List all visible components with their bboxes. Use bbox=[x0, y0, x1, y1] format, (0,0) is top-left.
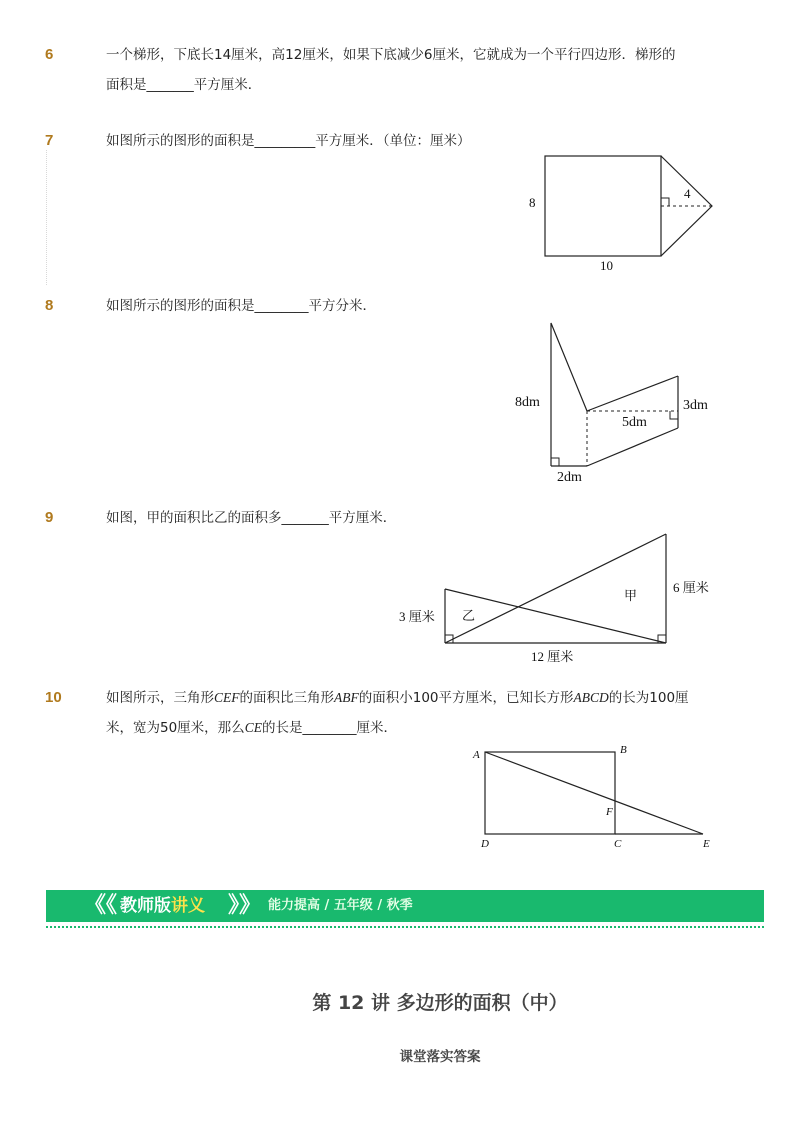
label-D: D bbox=[481, 838, 489, 850]
question-number: 9 bbox=[45, 509, 54, 526]
label-bottom: 12 厘米 bbox=[531, 649, 574, 664]
margin-line bbox=[46, 150, 47, 285]
banner-subtitle: 能力提高 / 五年级 / 秋季 bbox=[268, 898, 413, 913]
label-jia: 甲 bbox=[624, 588, 638, 603]
figure-7 bbox=[520, 150, 730, 280]
banner-title: 教师版讲义 bbox=[120, 896, 205, 916]
label-E: E bbox=[703, 838, 710, 850]
question-number: 6 bbox=[45, 46, 54, 63]
label-tall-height: 8dm bbox=[515, 395, 540, 410]
question-text: 一个梯形，下底长14厘米，高12厘米，如果下底减少6厘米，它就成为一个平行四边形．梯形的 面积是_______平方厘米． bbox=[106, 47, 676, 93]
label-F: F bbox=[606, 806, 613, 818]
figure-9 bbox=[395, 530, 725, 670]
label-width: 10 bbox=[600, 258, 613, 273]
label-height: 8 bbox=[529, 195, 536, 210]
question-number: 7 bbox=[45, 132, 54, 149]
section-banner bbox=[46, 890, 764, 922]
label-bottom: 2dm bbox=[557, 470, 582, 485]
figure-8 bbox=[510, 318, 720, 488]
label-B: B bbox=[620, 744, 627, 756]
label-middle: 5dm bbox=[622, 415, 647, 430]
dotted-divider bbox=[46, 926, 764, 928]
lecture-title: 第 12 讲 多边形的面积（中） bbox=[312, 992, 568, 1014]
label-left: 3 厘米 bbox=[399, 609, 435, 624]
question-text: 如图所示，三角形CEF的面积比三角形ABF的面积小100平方厘米，已知长方形ABCD的长为100厘 米，宽为50厘米，那么CE的长是________厘米． bbox=[106, 690, 689, 736]
chevron-right-icon: 》》 bbox=[228, 893, 262, 918]
question-text: 如图所示的图形的面积是________平方分米． bbox=[106, 298, 376, 314]
chevron-left-icon: 《《 bbox=[84, 893, 118, 918]
label-C: C bbox=[614, 838, 622, 850]
question-number: 8 bbox=[45, 297, 54, 314]
label-right: 6 厘米 bbox=[673, 580, 709, 595]
label-A: A bbox=[473, 749, 480, 761]
label-triangle-height: 4 bbox=[684, 186, 691, 201]
question-text: 如图，甲的面积比乙的面积多_______平方厘米． bbox=[106, 510, 397, 526]
question-text: 如图所示的图形的面积是_________平方厘米．（单位：厘米） bbox=[106, 133, 471, 149]
label-yi: 乙 bbox=[462, 608, 476, 623]
label-right-side: 3dm bbox=[683, 398, 708, 413]
question-number: 10 bbox=[45, 689, 62, 706]
answer-title: 课堂落实答案 bbox=[399, 1049, 481, 1065]
figure-10 bbox=[465, 740, 725, 855]
